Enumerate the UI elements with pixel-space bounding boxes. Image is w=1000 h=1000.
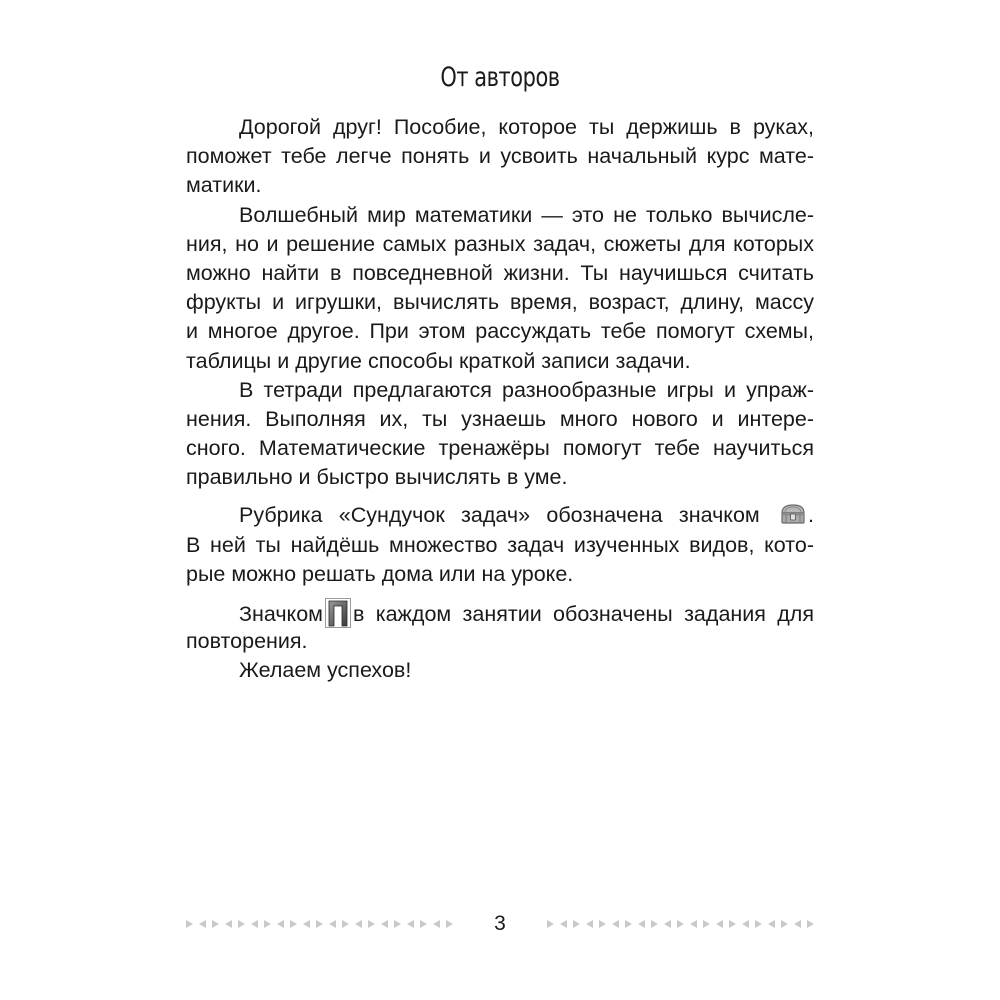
arrow-right-icon bbox=[573, 920, 580, 928]
text-line: Волшебный мир математики — это не только вычисле- bbox=[239, 202, 814, 227]
text-line: ния, но и решение самых разных задач, сюжеты для которых bbox=[186, 231, 814, 256]
closing-line: Желаем успехов! bbox=[239, 658, 412, 683]
arrow-right-icon bbox=[625, 920, 632, 928]
text-line: рые можно решать дома или на уроке. bbox=[186, 561, 574, 586]
page-number: 3 bbox=[494, 912, 506, 935]
repeat-text-start: Значком bbox=[239, 602, 323, 626]
repeat-line bbox=[186, 598, 814, 627]
arrow-left-icon bbox=[638, 920, 645, 928]
arrow-right-icon bbox=[599, 920, 606, 928]
arrow-left-icon bbox=[664, 920, 671, 928]
text-line: матики. bbox=[186, 173, 262, 198]
text-line: сного. Математические тренажёры помогут тебе научиться bbox=[186, 436, 814, 461]
arrow-right-icon bbox=[703, 920, 710, 928]
text-line: можно найти в повседневной жизни. Ты научишься считать bbox=[186, 260, 814, 285]
page-title: От авторов bbox=[440, 62, 560, 93]
arrow-right-icon bbox=[755, 920, 762, 928]
arrow-right-icon bbox=[677, 920, 684, 928]
text-line: Дорогой друг! Пособие, которое ты держишь в руках, bbox=[239, 115, 814, 139]
text-line: повторения. bbox=[186, 629, 308, 654]
text-line: поможет тебе легче понять и усвоить начальный курс мате- bbox=[186, 144, 814, 169]
rubric-text: Рубрика «Сундучок задач» обозначена значком bbox=[239, 503, 760, 528]
text-line: В тетради предлагаются разнообразные игры и упраж- bbox=[239, 377, 814, 402]
arrow-left-icon bbox=[794, 920, 801, 928]
text-line: и многое другое. При этом рассуждать тебе помогут схемы, bbox=[186, 319, 814, 344]
text-line: правильно и быстро вычислять в уме. bbox=[186, 465, 568, 490]
text-line: таблицы и другие способы краткой записи задачи. bbox=[186, 348, 691, 373]
intro-text bbox=[186, 113, 814, 686]
arrow-left-icon bbox=[742, 920, 749, 928]
arrow-left-icon bbox=[560, 920, 567, 928]
arrow-right-icon bbox=[651, 920, 658, 928]
text-line: нения. Выполняя их, ты узнаешь много нового и интере- bbox=[186, 406, 814, 431]
letter-p-icon bbox=[325, 598, 351, 628]
arrow-left-icon bbox=[586, 920, 593, 928]
text-line: В ней ты найдёшь множество задач изученных видов, кото- bbox=[186, 532, 814, 557]
arrow-right-icon bbox=[807, 920, 814, 928]
arrow-left-icon bbox=[716, 920, 723, 928]
repeat-text-end: в каждом занятии обозначены задания для bbox=[352, 602, 814, 626]
page-footer bbox=[186, 912, 814, 936]
arrow-right-icon bbox=[547, 920, 554, 928]
footer-arrows-right bbox=[547, 918, 814, 930]
arrow-right-icon bbox=[729, 920, 736, 928]
rubric-line bbox=[186, 501, 814, 530]
treasure-chest-icon bbox=[779, 503, 807, 525]
arrow-left-icon bbox=[690, 920, 697, 928]
arrow-left-icon bbox=[768, 920, 775, 928]
arrow-left-icon bbox=[612, 920, 619, 928]
arrow-right-icon bbox=[781, 920, 788, 928]
rubric-period: . bbox=[808, 503, 814, 528]
text-line: фрукты и игрушки, вычислять время, возраст, длину, массу bbox=[186, 290, 814, 315]
